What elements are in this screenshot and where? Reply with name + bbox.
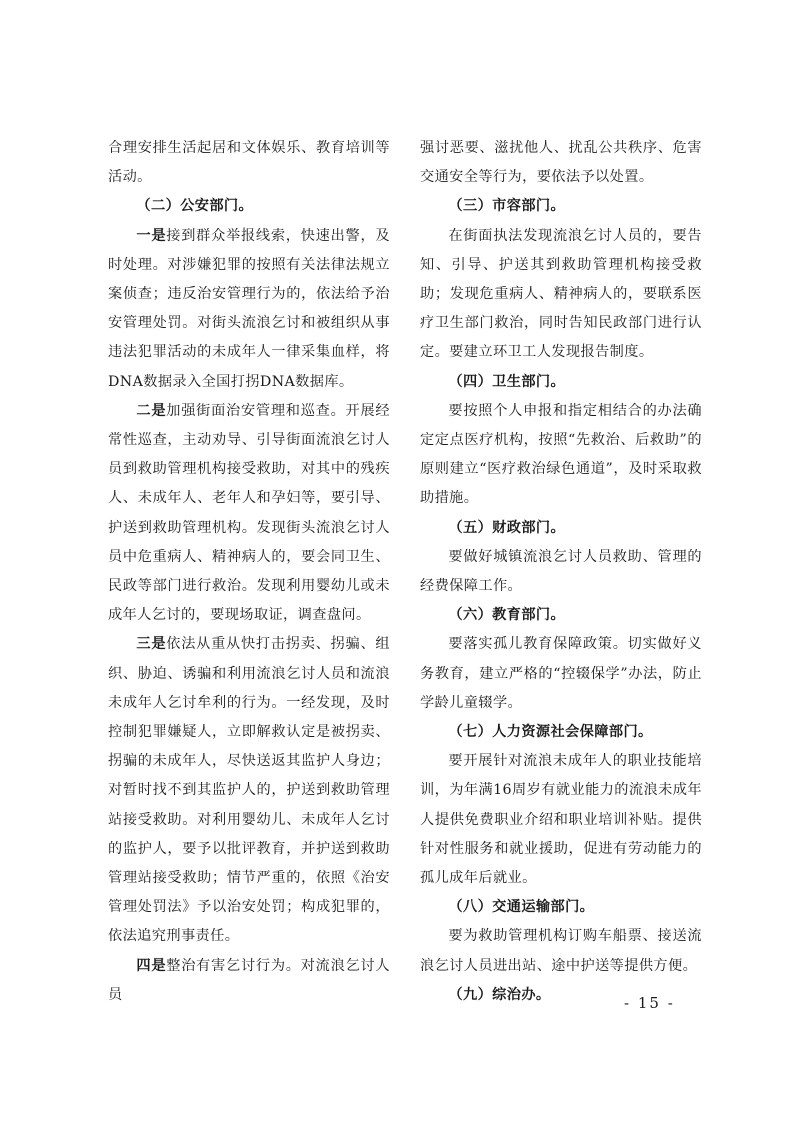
paragraph-lead: 四是	[136, 957, 167, 974]
paragraph	[420, 922, 702, 980]
paragraph-text: 整治有害乞讨行为。对流浪乞讨人员	[108, 957, 390, 1003]
paragraph-text: 合理安排生活起居和文体娱乐、教育培训等活动。	[108, 140, 390, 186]
paragraph	[108, 952, 390, 1010]
paragraph-lead: 三是	[136, 636, 167, 653]
page-number: - 15 -	[624, 994, 675, 1012]
section-heading: （九）综治办。	[448, 986, 551, 1003]
paragraph-text: 要开展针对流浪未成年人的职业技能培训，为年满16周岁有就业能力的流浪未成年人提供免费职业介绍和职业培训补贴。提供针对性服务和就业援助，促进有劳动能力的孤儿成年后就业。	[420, 753, 702, 887]
paragraph	[108, 134, 390, 192]
paragraph	[420, 397, 702, 514]
paragraph-text: 要为救助管理机构订购车船票、接送流浪乞讨人员进出站、途中护送等提供方便。	[420, 928, 702, 974]
section-heading: （八）交通运输部门。	[448, 899, 595, 916]
paragraph	[420, 134, 702, 192]
paragraph-lead: 二是	[136, 402, 167, 419]
paragraph-text: 要按照个人申报和指定相结合的办法确定定点医疗机构，按照“先救治、后救助”的原则建立“医疗救治绿色通道”，及时采取救助措施。	[420, 402, 702, 507]
paragraph-lead: 一是	[136, 227, 167, 244]
paragraph-text: 依法从重从快打击拐卖、拐骗、组织、胁迫、诱骗和利用流浪乞讨人员和流浪未成年人乞讨牟利的行为。一经发现，及时控制犯罪嫌疑人，立即解救认定是被拐卖、拐骗的未成年人，尽快送返其监护人身边；对暂时找不到其监护人的，护送到救助管理站接受救助。对利用婴幼儿、未成年人乞讨的监护人，要予以批评教育，并护送到救助管理站接受救助；情节严重的，依照《治安管理处罚法》予以治安处罚；构成犯罪的，依法追究刑事责任。	[108, 636, 390, 945]
paragraph-text: 要做好城镇流浪乞讨人员救助、管理的经费保障工作。	[420, 548, 702, 595]
left-column	[108, 134, 390, 1010]
paragraph	[108, 222, 390, 397]
section-heading: （三）市容部门。	[448, 198, 566, 215]
paragraph-text: 要落实孤儿教育保障政策。切实做好义务教育，建立严格的“控辍保学”办法，防止学龄儿童辍学。	[420, 636, 702, 711]
paragraph-text: 在街面执法发现流浪乞讨人员的，要告知、引导、护送其到救助管理机构接受救助；发现危重病人、精神病人的，要联系医疗卫生部门救治，同时告知民政部门进行认定。要建立环卫工人发现报告制度。	[420, 227, 702, 361]
section-heading: （四）卫生部门。	[448, 373, 566, 390]
paragraph	[420, 543, 702, 601]
paragraph	[108, 630, 390, 951]
section-heading: （七）人力资源社会保障部门。	[448, 724, 653, 741]
paragraph	[108, 397, 390, 631]
paragraph	[420, 222, 702, 368]
paragraph-text: 强讨恶要、滋扰他人、扰乱公共秩序、危害交通安全等行为，要依法予以处置。	[420, 140, 702, 186]
paragraph	[420, 630, 702, 718]
paragraph-text: 接到群众举报线索，快速出警，及时处理。对涉嫌犯罪的按照有关法律法规立案侦查；违反治安管理行为的，依法给予治安管理处罚。对街头流浪乞讨和被组织从事违法犯罪活动的未成年人一律采集血样，将DNA数据录入全国打拐DNA数据库。	[108, 227, 390, 390]
section-heading: （二）公安部门。	[136, 198, 254, 215]
section-heading: （六）教育部门。	[448, 607, 566, 624]
paragraph	[420, 747, 702, 893]
section-heading: （五）财政部门。	[448, 519, 566, 536]
right-column	[420, 134, 702, 1010]
paragraph-text: 加强街面治安管理和巡查。开展经常性巡查，主动劝导、引导街面流浪乞讨人员到救助管理机构接受救助，对其中的残疾人、未成年人、老年人和孕妇等，要引导、护送到救助管理机构。发现街头流浪乞讨人员中危重病人、精神病人的，要会同卫生、民政等部门进行救治。发现利用婴幼儿或未成年人乞讨的，要现场取证，调查盘问。	[108, 402, 390, 624]
